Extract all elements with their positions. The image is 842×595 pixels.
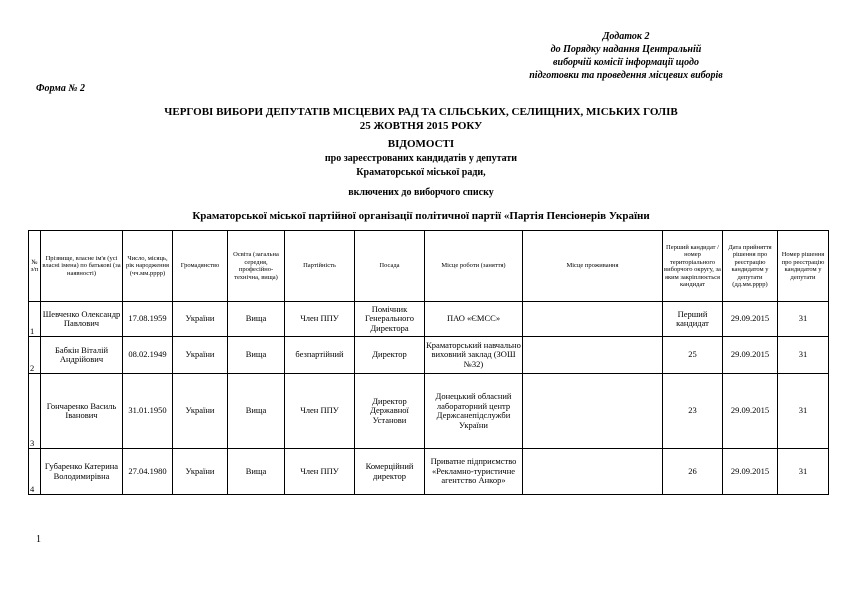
header-cell: Дата прийняття рішення про реєстрацію кандидатом у депутати (дд.мм.рррр) [723,231,778,302]
form-label: Форма № 2 [36,83,86,94]
position: Директор Державної Установи [355,374,425,449]
header-cell: Посада [355,231,425,302]
residence [523,449,663,495]
residence [523,337,663,374]
header-cell: № з/п [29,231,41,302]
included-line: включених до виборчого списку [348,187,494,198]
position: Помічник Генерального Директора [355,302,425,337]
decision-date: 29.09.2015 [723,302,778,337]
page-number: 1 [36,534,41,545]
header-cell: Прізвище, власне ім'я (усі власні імена) по батькові (за наявності) [41,231,123,302]
party-membership: Член ППУ [285,374,355,449]
birth-date: 31.01.1950 [123,374,173,449]
education: Вища [228,302,285,337]
position: Директор [355,337,425,374]
candidate-name: Губаренко Катерина Володимирівна [41,449,123,495]
table-row [29,337,829,374]
table-row [29,302,829,337]
citizenship: України [173,337,228,374]
header-cell: Місце проживання [523,231,663,302]
election-date: 25 ЖОВТНЯ 2015 РОКУ [359,120,483,132]
row-number: 2 [29,337,41,374]
candidate-district: Перший кандидат [663,302,723,337]
birth-date: 27.04.1980 [123,449,173,495]
decision-date: 29.09.2015 [723,449,778,495]
party-membership: Член ППУ [285,449,355,495]
annex-line-3: виборчій комісії інформації щодо [553,57,699,68]
education: Вища [228,449,285,495]
position: Комерційний директор [355,449,425,495]
candidates-table [28,230,829,495]
header-cell: Перший кандидат / номер територіального виборчого округу, за яким закріплюється кандидат [663,231,723,302]
council-name: Краматорської міської ради, [356,167,486,178]
document-title: ВІДОМОСТІ [387,138,455,150]
decision-date: 29.09.2015 [723,337,778,374]
party-membership: безпартійний [285,337,355,374]
table-row [29,449,829,495]
candidate-district: 25 [663,337,723,374]
decision-number: 31 [778,449,829,495]
education: Вища [228,374,285,449]
candidate-name: Шевченко Олександр Павлович [41,302,123,337]
annex-block [476,30,776,82]
table-row [29,374,829,449]
decision-number: 31 [778,337,829,374]
workplace: Приватне підприємство «Рекламно-туристичне агентство Анкор» [425,449,523,495]
annex-line-1: Додаток 2 [602,31,650,42]
residence [523,302,663,337]
candidate-district: 23 [663,374,723,449]
workplace: Донецький обласний лабораторний центр Держсанепідслужби України [425,374,523,449]
party-membership: Член ППУ [285,302,355,337]
education: Вища [228,337,285,374]
row-number: 3 [29,374,41,449]
workplace: Краматорський навчально виховний заклад (ЗОШ №32) [425,337,523,374]
citizenship: України [173,374,228,449]
citizenship: України [173,302,228,337]
decision-number: 31 [778,302,829,337]
table-header-row [29,231,829,302]
organization-line: Краматорської міської партійної організації політичної партії «Партія Пенсіонерів України [192,210,650,222]
header-cell: Партійність [285,231,355,302]
decision-date: 29.09.2015 [723,374,778,449]
header-cell: Освіта (загальна середня, професійно-технічна, вища) [228,231,285,302]
annex-line-2: до Порядку надання Центральній [550,44,702,55]
birth-date: 08.02.1949 [123,337,173,374]
birth-date: 17.08.1959 [123,302,173,337]
header-cell: Місце роботи (заняття) [425,231,523,302]
candidate-name: Гончаренко Василь Іванович [41,374,123,449]
candidate-district: 26 [663,449,723,495]
workplace: ПАО «ЄМСС» [425,302,523,337]
row-number: 4 [29,449,41,495]
election-heading: ЧЕРГОВІ ВИБОРИ ДЕПУТАТІВ МІСЦЕВИХ РАД ТА СІЛЬСЬКИХ, СЕЛИЩНИХ, МІСЬКИХ ГОЛІВ [164,106,678,118]
citizenship: України [173,449,228,495]
row-number: 1 [29,302,41,337]
annex-line-4: підготовки та проведення місцевих виборів [529,70,723,81]
header-cell: Громадянство [173,231,228,302]
header-cell: Число, місяць, рік народження (чч.мм.рррр) [123,231,173,302]
header-cell: Номер рішення про реєстрацію кандидатом у депутати [778,231,829,302]
candidate-name: Бабкін Віталій Андрійович [41,337,123,374]
residence [523,374,663,449]
decision-number: 31 [778,374,829,449]
document-subtitle: про зареєстрованих кандидатів у депутати [324,153,518,164]
